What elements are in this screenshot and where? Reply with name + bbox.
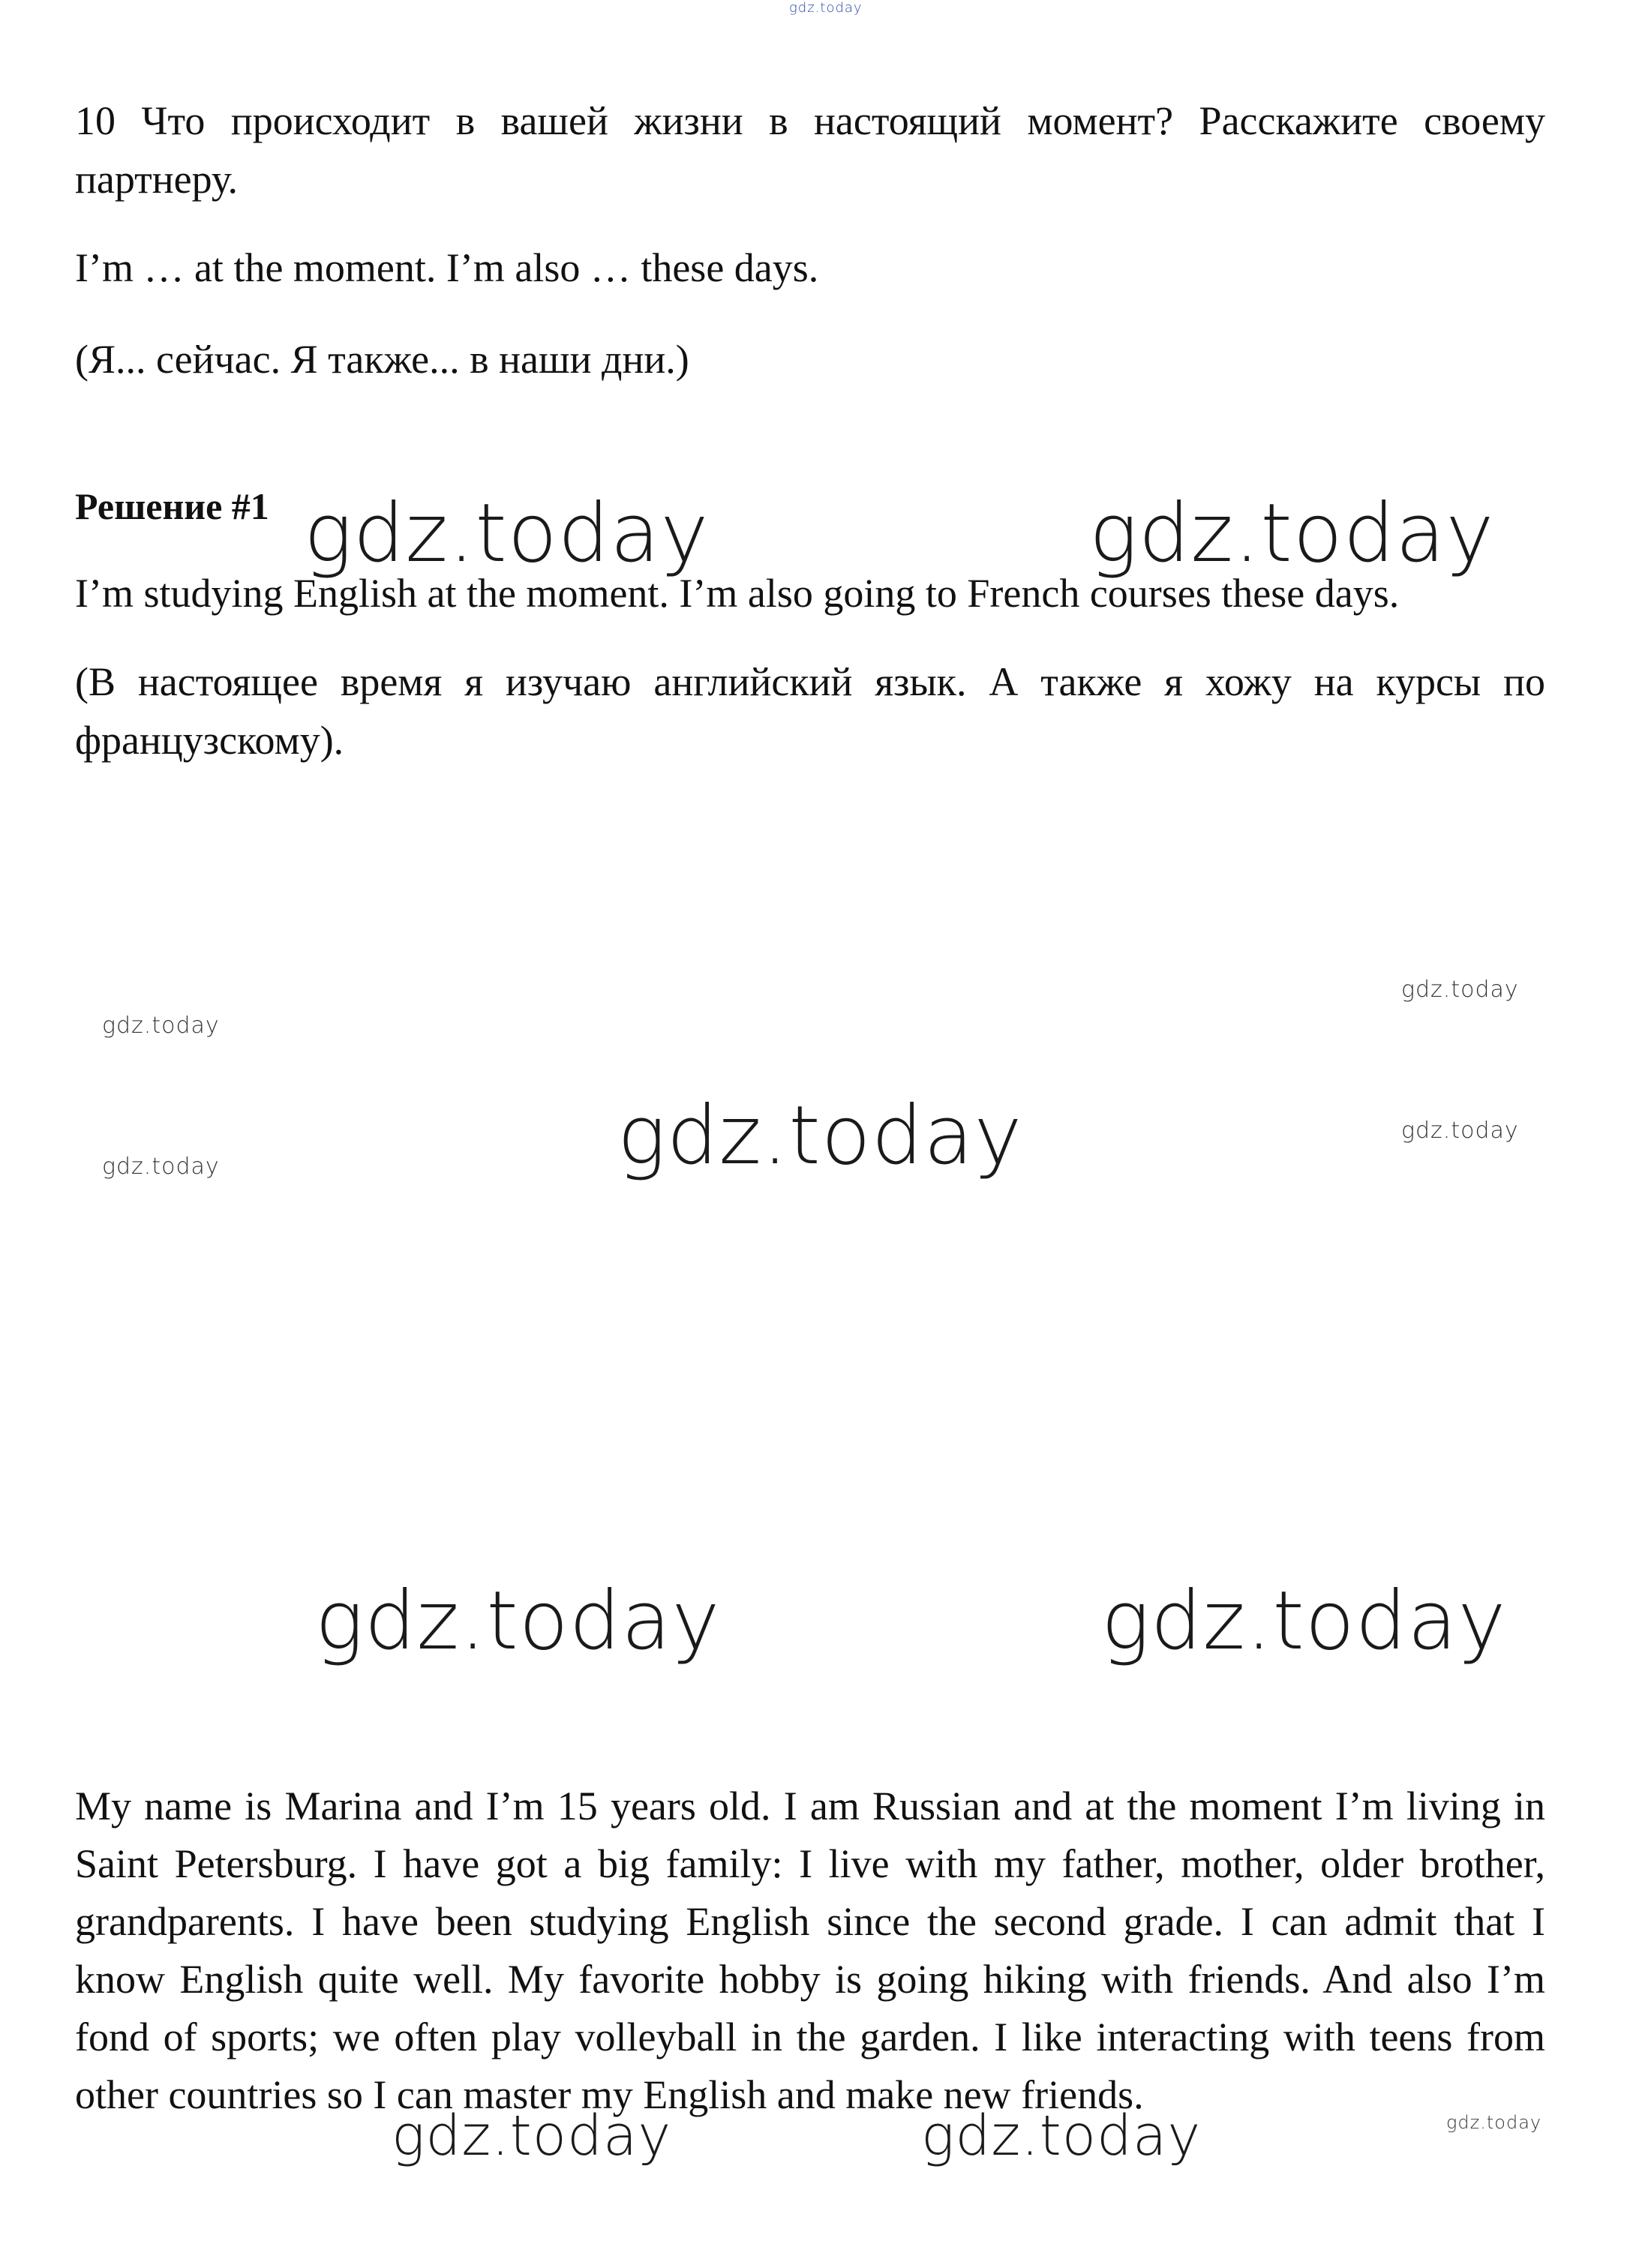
watermark-8: gdz.today	[315, 1574, 721, 1668]
task-template-ru: (Я... сейчас. Я также... в наши дни.)	[75, 337, 689, 382]
watermark-10: gdz.today	[392, 2104, 672, 2168]
watermark-top: gdz.today	[789, 0, 863, 16]
watermark-12: gdz.today	[1446, 2112, 1542, 2133]
solution-heading: Решение #1	[75, 485, 269, 527]
watermark-3: gdz.today	[1401, 976, 1519, 1003]
essay-text: My name is Marina and I’m 15 years old. I am Russian and at the moment I’m living in Saint Petersburg. I have got a big family: I live with my father, mother, older brother, grandparents. I have been studying English since the second grade. I can admit that I know English quite well. My favorite hobby is going hiking with friends. And also I’m fond of sports; we often play volleyball in the garden. I like interacting with teens from other countries so I can master my English and make new friends.	[75, 1784, 1545, 2117]
watermark-2: gdz.today	[1089, 487, 1495, 580]
watermark-6: gdz.today	[1401, 1118, 1519, 1144]
watermark-7: gdz.today	[102, 1154, 220, 1180]
task-prompt: 10 Что происходит в вашей жизни в настоящий момент? Расскажите своему партнеру.	[75, 98, 1545, 202]
watermark-1: gdz.today	[304, 487, 710, 580]
watermark-9: gdz.today	[1101, 1574, 1507, 1668]
task-template-en: I’m … at the moment. I’m also … these days.	[75, 245, 819, 290]
watermark-11: gdz.today	[921, 2104, 1202, 2168]
answer-ru: (В настоящее время я изучаю английский язык. А также я хожу на курсы по французскому).	[75, 659, 1545, 763]
answer-en: I’m studying English at the moment. I’m also going to French courses these days.	[75, 571, 1400, 616]
watermark-5: gdz.today	[617, 1089, 1023, 1183]
watermark-4: gdz.today	[102, 1012, 220, 1039]
